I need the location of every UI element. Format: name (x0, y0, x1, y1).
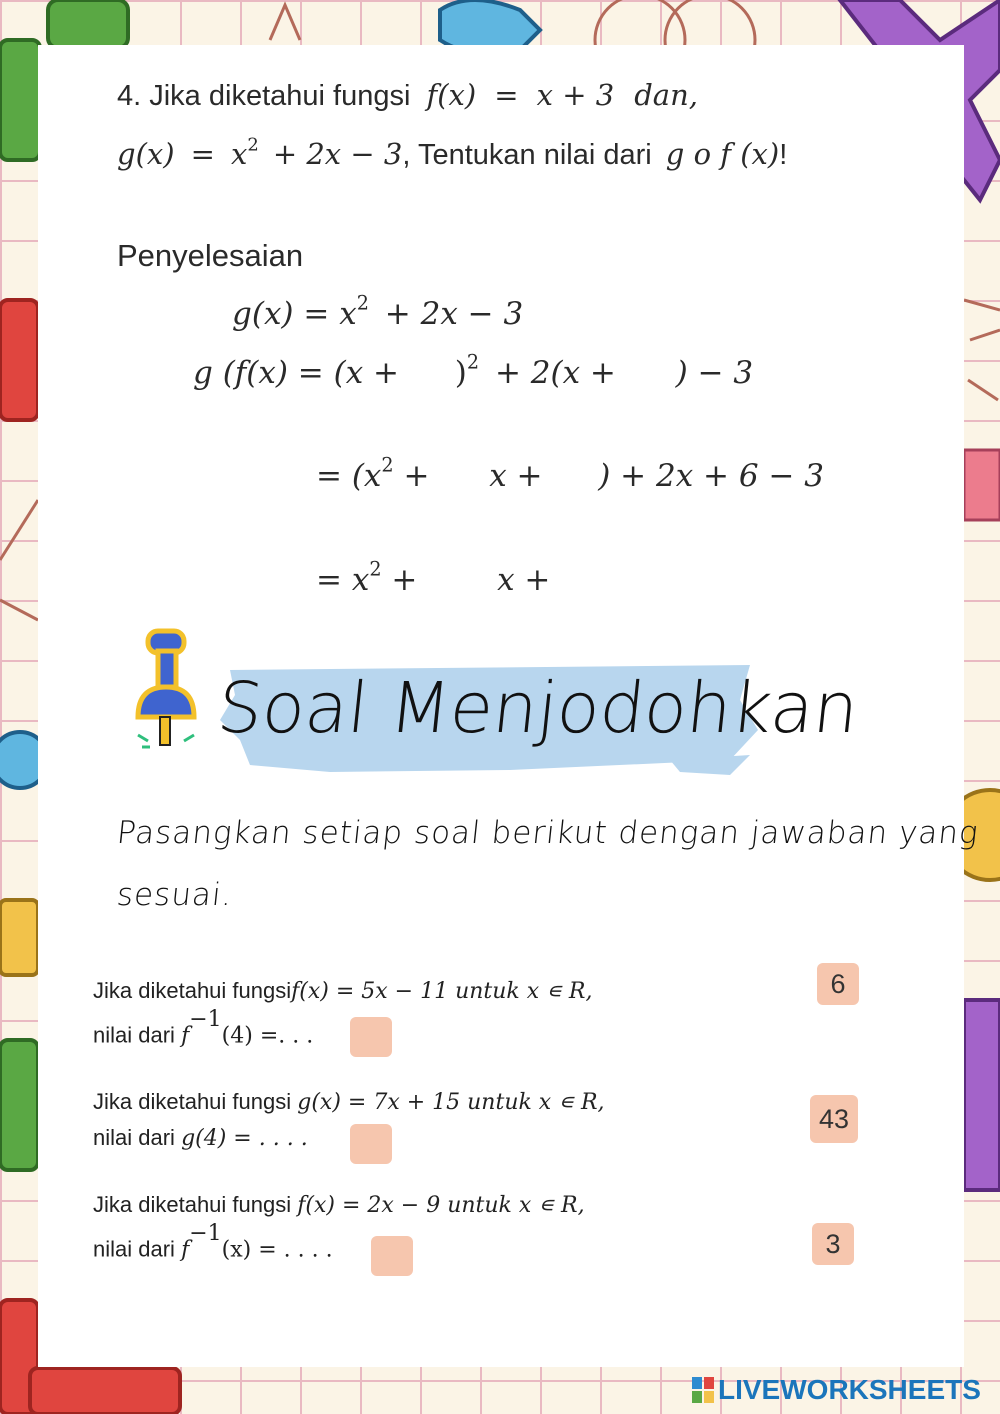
step-4-c: x + (497, 562, 551, 598)
problem-4-equals-1: = (494, 78, 519, 112)
question-1-exponent: −1 (189, 1007, 222, 1032)
solution-heading: Penyelesaian (117, 238, 304, 273)
problem-4-composition: g o f (x) (665, 137, 780, 171)
problem-4-g-exponent: 2 (247, 134, 259, 156)
step-4-b: + (391, 562, 418, 598)
question-3-prompt: nilai dari (93, 1236, 175, 1262)
step-2-end: ) − 3 (675, 355, 754, 391)
solution-step-3 (316, 453, 825, 494)
problem-4-prefix: 4. Jika diketahui fungsi (117, 80, 411, 112)
question-2-prompt: nilai dari (93, 1125, 175, 1150)
problem-4-exclamation: ! (779, 139, 788, 171)
question-2-text: Jika diketahui fungsi (93, 1089, 292, 1114)
step-2-lhs: g (f(x) = (x + (193, 355, 400, 391)
step-2-mid: + 2(x + (494, 355, 616, 391)
step-1-rhs: + 2x − 3 (384, 296, 524, 332)
step-3-d: ) + 2x + 6 − 3 (598, 458, 825, 494)
question-3-math: f(x) = 2x − 9 untuk x ∊ R, (297, 1193, 585, 1218)
liveworksheets-brand: LIVEWORKSHEETS (718, 1374, 981, 1405)
question-1-math: f(x) = 5x − 11 untuk x ∊ R, (291, 979, 593, 1004)
step-3-c: x + (489, 458, 543, 494)
question-2-line-2 (93, 1125, 308, 1151)
matching-instruction-1: Pasangkan setiap soal berikut dengan jawaban yang (115, 815, 981, 851)
question-3-ask: (x) = . . . . (221, 1237, 333, 1263)
problem-4-dan: dan, (634, 78, 698, 112)
pushpin-icon (128, 625, 208, 755)
question-1-ask: (4) =. . . (221, 1023, 314, 1049)
question-1-line-1 (93, 978, 593, 1004)
question-3-line-2 (93, 1221, 333, 1263)
solution-step-4 (316, 557, 551, 598)
matching-title: Soal Menjodohkan (213, 667, 863, 749)
step-2-close-paren: ) (454, 355, 467, 391)
question-3-line-1 (93, 1192, 585, 1218)
question-1-line-2 (93, 1007, 314, 1049)
question-1-answer-box[interactable] (350, 1017, 392, 1057)
liveworksheets-logo (692, 1374, 981, 1406)
question-2-line-1 (93, 1089, 605, 1115)
problem-4-line-2 (117, 134, 788, 172)
question-1-prompt: nilai dari (93, 1022, 175, 1048)
question-2-ask: g(4) = . . . . (181, 1126, 308, 1151)
step-3-b: + (403, 458, 430, 494)
step-2-exponent: 2 (466, 350, 480, 374)
matching-instruction-2: sesuai. (115, 877, 235, 913)
problem-4-f-rhs: x + 3 (536, 78, 615, 112)
question-2-answer-box[interactable] (350, 1124, 392, 1164)
question-1-f: f (181, 1023, 190, 1049)
question-3-answer-box[interactable] (371, 1236, 413, 1276)
step-3-exponent: 2 (381, 453, 394, 477)
problem-4-g-rest: + 2x − 3 (272, 137, 403, 171)
liveworksheets-logo-icon (692, 1377, 714, 1403)
choice-3[interactable]: 3 (812, 1223, 854, 1265)
step-1-exponent: 2 (356, 291, 369, 315)
solution-step-2 (193, 350, 754, 391)
question-2-math: g(x) = 7x + 15 untuk x ∊ R, (297, 1090, 605, 1115)
question-3-exponent: −1 (189, 1221, 222, 1246)
question-1-text: Jika diketahui fungsi (93, 978, 292, 1003)
choice-6[interactable]: 6 (817, 963, 859, 1005)
solution-step-1 (232, 291, 524, 332)
problem-4-f-of-x: f(x) (426, 78, 477, 112)
question-3-text: Jika diketahui fungsi (93, 1192, 292, 1217)
problem-4-line-1 (117, 78, 698, 113)
step-3-a: = (x (316, 458, 382, 494)
question-3-f: f (181, 1237, 190, 1263)
step-4-a: = x (316, 562, 370, 598)
step-4-exponent: 2 (369, 557, 382, 581)
problem-4-instruction: , Tentukan nilai dari (402, 139, 652, 171)
step-1-lhs: g(x) = x (232, 296, 357, 332)
choice-43[interactable]: 43 (810, 1095, 858, 1143)
problem-4-g-x: x (230, 137, 248, 171)
problem-4-equals-2: = (190, 137, 215, 171)
problem-4-g-of-x: g(x) (117, 137, 175, 171)
